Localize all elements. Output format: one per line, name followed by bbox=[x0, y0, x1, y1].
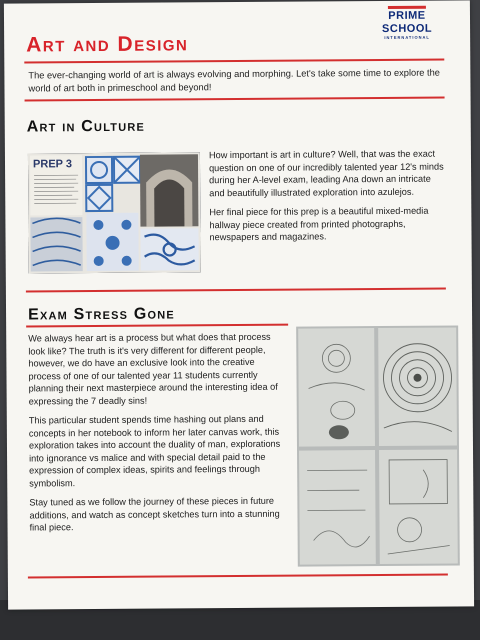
logo-line3: INTERNATIONAL bbox=[384, 34, 430, 40]
exam-stress-paragraph: Stay tuned as we follow the journey of these pieces in future additions, and watch as concept sketches turn into a stunning final piece. bbox=[29, 495, 280, 533]
logo-line1: PRIME bbox=[388, 6, 425, 22]
exam-stress-paragraph: This particular student spends time hashing out plans and concepts in her notebook to inform her later canvas work, this exploration takes into account the duality of man, explorations into ignorance vs malice and with special detail paid to the expression of complex ideas, spirits and feelings through symbolism. bbox=[28, 413, 281, 488]
title-underline bbox=[24, 59, 444, 64]
section-heading-exam-stress-gone: Exam Stress Gone bbox=[28, 305, 175, 324]
school-logo bbox=[382, 6, 432, 40]
exam-stress-paragraph: We always hear art is a process but what does that process look like? The truth is it's very different for different people, however, we do have an exclusive look into the creative process of one of our talented year 11 students currently planning their next masterpiece around the interesting idea of expressing the 7 deadly sins! bbox=[28, 331, 278, 406]
exam-stress-body bbox=[28, 331, 287, 541]
sketch-panel bbox=[378, 327, 457, 446]
collage-label: PREP 3 bbox=[32, 158, 72, 171]
azulejos-collage-image bbox=[28, 152, 201, 273]
intro-text: The ever-changing world of art is always evolving and morphing. Let's take some time to explore the world of art both in primeschool and beyond! bbox=[28, 67, 440, 94]
notebook-sketches-image bbox=[296, 325, 460, 566]
sketch-drawing bbox=[299, 450, 376, 565]
logo-line2: SCHOOL bbox=[381, 22, 433, 35]
sketch-panel bbox=[298, 328, 375, 447]
art-in-culture-paragraph: How important is art in culture? Well, that was the exact question on one of our incredibly talented year 12's minds during her A-level exam, leading Ana down an intricate and beautifully illustrated exploration into azulejos. bbox=[208, 148, 444, 198]
art-in-culture-body bbox=[209, 148, 448, 251]
sketch-panel bbox=[379, 449, 458, 564]
magazine-page bbox=[4, 0, 474, 609]
section-heading-art-in-culture: Art in Culture bbox=[26, 117, 146, 136]
page-title: Art and Design bbox=[26, 32, 189, 57]
art-in-culture-paragraph: Her final piece for this prep is a beautiful mixed-media hallway piece created from printed photographs, newspapers and magazines. bbox=[209, 205, 429, 243]
sketch-drawing bbox=[298, 328, 375, 447]
sketch-drawing bbox=[379, 449, 458, 564]
section-divider bbox=[26, 288, 446, 292]
collage-artwork bbox=[28, 152, 201, 273]
sketch-panel bbox=[299, 450, 376, 565]
footer-divider bbox=[28, 574, 448, 578]
section-divider bbox=[25, 97, 445, 101]
sketch-drawing bbox=[378, 327, 457, 446]
